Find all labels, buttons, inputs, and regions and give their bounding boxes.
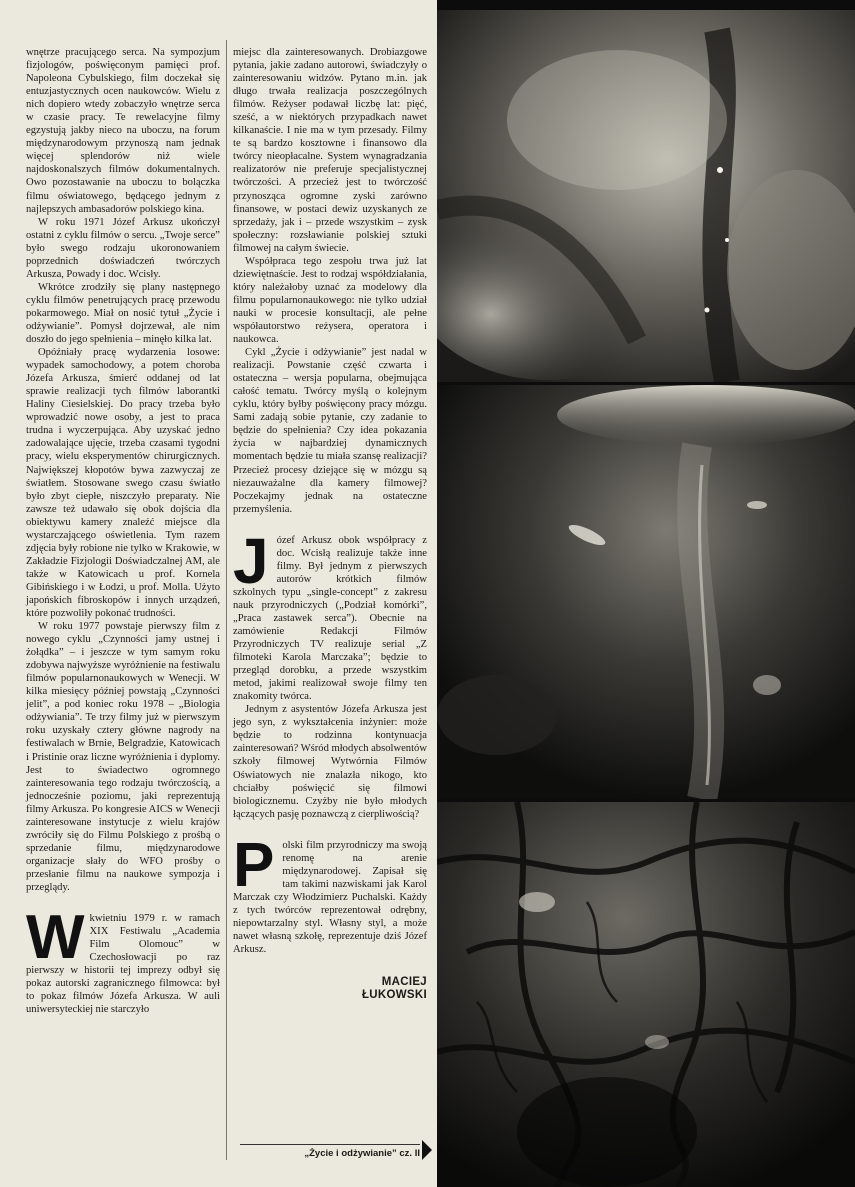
author-first-name: MACIEJ (381, 976, 427, 989)
paragraph: Wkrótce zrodziły się plany następnego cyklu filmów penetrujących pracę przewodu pokarmowego. Miał on nosić tytuł „Życie i odżywianie”. Pomysł dojrzewał, ale nim doszło do jego spełnienia – minęło kilka lat. (26, 281, 220, 346)
drop-cap: P (233, 830, 275, 900)
paragraph: miejsc dla zainteresowanych. Drobiazgowe pytania, jakie zadano autorowi, świadczyły o zainteresowaniu widzów. Pytano m.in. jak długo trwała realizacja poszczególnych filmów. Reżyser podawał liczbę lat: pięć, sześć, a w niektórych przypadkach nawet kilkanaście. I nie ma w tym przesady. Filmy te są bardzo kosztowne i finansowo dla twórcy nieopłacalne. System wynagradzania realizatorów nie preferuje specjalistycznej twórczości. A przecież jest to twórczość przynosząca ogromne zyski zarówno finansowe, w postaci dewiz uzyskanych ze sprzedaży, jak i – przede wszystkim – zysk społeczny: rozsławianie polskiej sztuki filmowej na całym świecie. (233, 47, 427, 254)
section-with-drop-cap (233, 830, 427, 956)
paragraph: ózef Arkusz obok współpracy z doc. Wcisłą realizuje także inne filmy. Był jednym z pierwszych autorów krótkich filmów szkolnych typu „single-concept” z zakresu nauk przyrodniczych („Podział komórki”, „Praca zastawek serca”). Obecnie na zamówienie Redakcji Filmów Przyrodniczych TV realizuje serial „Z filmoteki Karola Marczaka”; będzie to przegląd dorobku, a przede wszystkim metod, jakimi realizował swoje filmy ten znakomity twórca. (233, 534, 427, 703)
author-last-name: ŁUKOWSKI (361, 989, 427, 1002)
paragraph: wnętrze pracującego serca. Na sympozjum fizjologów, poświęconym pamięci prof. Napoleona Cybulskiego, film doczekał się entuzjastycznych ocen naukowców. Wielu z nich dopiero wtedy zobaczyło wnętrze serca w czasie pracy. Te rewelacyjne filmy egzystują jakby nieco na uboczu, na forum międzynarodowym przynoszą nam jednak więcej splendorów niż wiele najdoskonalszych filmów dokumentalnych. Owo pozostawanie na uboczu to bolączka filmu oświatowego, będącego jednym z najlepszych ambasadorów polskiego kina. (26, 47, 220, 215)
paragraph: Cykl „Życie i odżywianie” jest nadal w realizacji. Powstanie część czwarta i ostateczna – wersja popularna, obejmująca całość tematu. Twórcy myślą o kolejnym cyklu, który byłby poświęcony pracy mózgu. Sami zadają sobie pytanie, czy zadanie to będzie do spełnienia? Czy idea pokazania życia w najbardziej dynamicznych momentach będzie tu miała szansę realizacji? Przecież procesy dziejące się w mózgu są niezauważalne dla kamery filmowej? Poczekajmy jednak na ostateczne przemyślenia. (233, 347, 427, 515)
photo-blood-vessels (437, 802, 855, 1187)
drop-cap: J (233, 524, 269, 597)
photo-column (437, 0, 855, 1187)
section-with-drop-cap (26, 903, 220, 1016)
drop-cap: W (26, 903, 82, 973)
paragraph: Jednym z asystentów Józefa Arkusza jest jego syn, z wykształcenia inżynier: może będzie to rodzinna kontynuacja zainteresowań? Wśród młodych absolwentów szkoły filmowej Wytwórnia Filmów Oświatowych nie znalazła nikogo, kto chciałby poświęcić się filmowi biologicznemu. Czyżby nie było młodych łączących pasję poznawczą z cierpliwością? (233, 704, 427, 820)
article-footer (240, 1134, 432, 1162)
paragraph: Współpraca tego zespołu trwa już lat dziewiętnaście. Jest to rodzaj współdziałania, który należałoby uznać za modelowy dla filmu popularnonaukowego: nie tylko udział nauki w procesie konsultacji, ale pełne współautorstwo reżysera, operatora i naukowca. (233, 255, 427, 346)
paragraph: olski film przyrodniczy ma swoją renomę na arenie międzynarodowej. Zapisał się tam takimi nazwiskami jak Karol Marczak czy Włodzimierz Puchalski. Każdy z tych twórców reprezentował odrębny, niepowtarzalny styl. Własny styl, a może nawet własną szkołę, reprezentuje dziś Józef Arkusz. (233, 839, 427, 956)
footer-caption: „Życie i odżywianie” cz. II (304, 1148, 420, 1159)
section-with-drop-cap (233, 524, 427, 704)
photo-digestive-tract-closeup (437, 10, 855, 382)
column-divider (226, 40, 227, 1160)
photo-stomach-lining (437, 385, 855, 799)
footer-rule (240, 1144, 420, 1145)
continue-arrow-icon (422, 1140, 432, 1160)
paragraph: W roku 1971 Józef Arkusz ukończył ostatni z cyklu filmów o sercu. „Twoje serce” było swego rodzaju ukoronowaniem poprzednich doświadczeń twórczych Arkusza, Powady i doc. Wcisły. (26, 216, 220, 280)
paragraph: W roku 1977 powstaje pierwszy film z nowego cyklu „Czynności jamy ustnej i żołądka” – i jeszcze w tym samym roku zdobywa najwyższe wyróżnienie na festiwalu filmów popularnonaukowych w Wenecji. W kilka miesięcy później powstają „Czynności jelit”, a pod koniec roku 1978 – „Biologia odżywiania”. Te trzy filmy już w pierwszym roku uzyskały cztery główne nagrody na festiwalach w Brnie, Belgradzie, Katowicach i Pristinie oraz liczne wyróżnienia i dyplomy. Jest to świadectwo ogromnego zainteresowania tego rodzaju twórczością, a jednocześnie poziomu, jaki reprezentują filmy Arkusza. Po kongresie AICS w Wenecji zainteresowane instytucje z wielu krajów zwróciły się do Filmu Polskiego z prośbą o sprzedanie filmu, międzynarodowe organizacje słały do WFO prośby o przesłanie filmu na naukowe sympozja i przeglądy. (26, 621, 220, 893)
author-byline (233, 976, 427, 1002)
paragraph: kwietniu 1979 r. w ramach XIX Festiwalu „Academia Film Olomouc” w Czechosłowacji po raz pierwszy w historii tej imprezy odbył się pokaz autorski zagranicznego filmowca: był to pokaz filmów Józefa Arkusza. W auli uniwersyteckiej nie starczyło (26, 913, 220, 1016)
paragraph: Opóźniały pracę wydarzenia losowe: wypadek samochodowy, a potem choroba Józefa Arkusza, śmierć oddanej od lat sprawie realizacji tych filmów laborantki Haliny Ciesielskiej. Do pracy trzeba było wprowadzić nowe osoby, a jest to praca trudna i wyczerpująca. Aby uzyskać jedno zadowalające ujęcie, trzeba czasami tygodni pracy, wielu eksperymentów chirurgicznych. Największej kłopotów bywa zazwyczaj ze światłem. Stosowane swego czasu światło było zbyt ciepłe, niszczyło preparaty. Nie zawsze też udawało się obok dojścia dla obiektywu kamery znaleźć miejsce dla wystarczającego oświetlenia. Tym razem zdjęcia były robione nie tylko w Krakowie, w Zakładzie Fizjologii Doświadczalnej AM, ale także w Katowicach u prof. Kornela Gibińskiego i w Łodzi, u prof. Molla. Użyto japońskich fibroskopów i innych urządzeń, które pozwoliły pokonać trudności. (26, 347, 220, 620)
article-column-1 (26, 46, 220, 1016)
article-column-2 (233, 46, 427, 1002)
